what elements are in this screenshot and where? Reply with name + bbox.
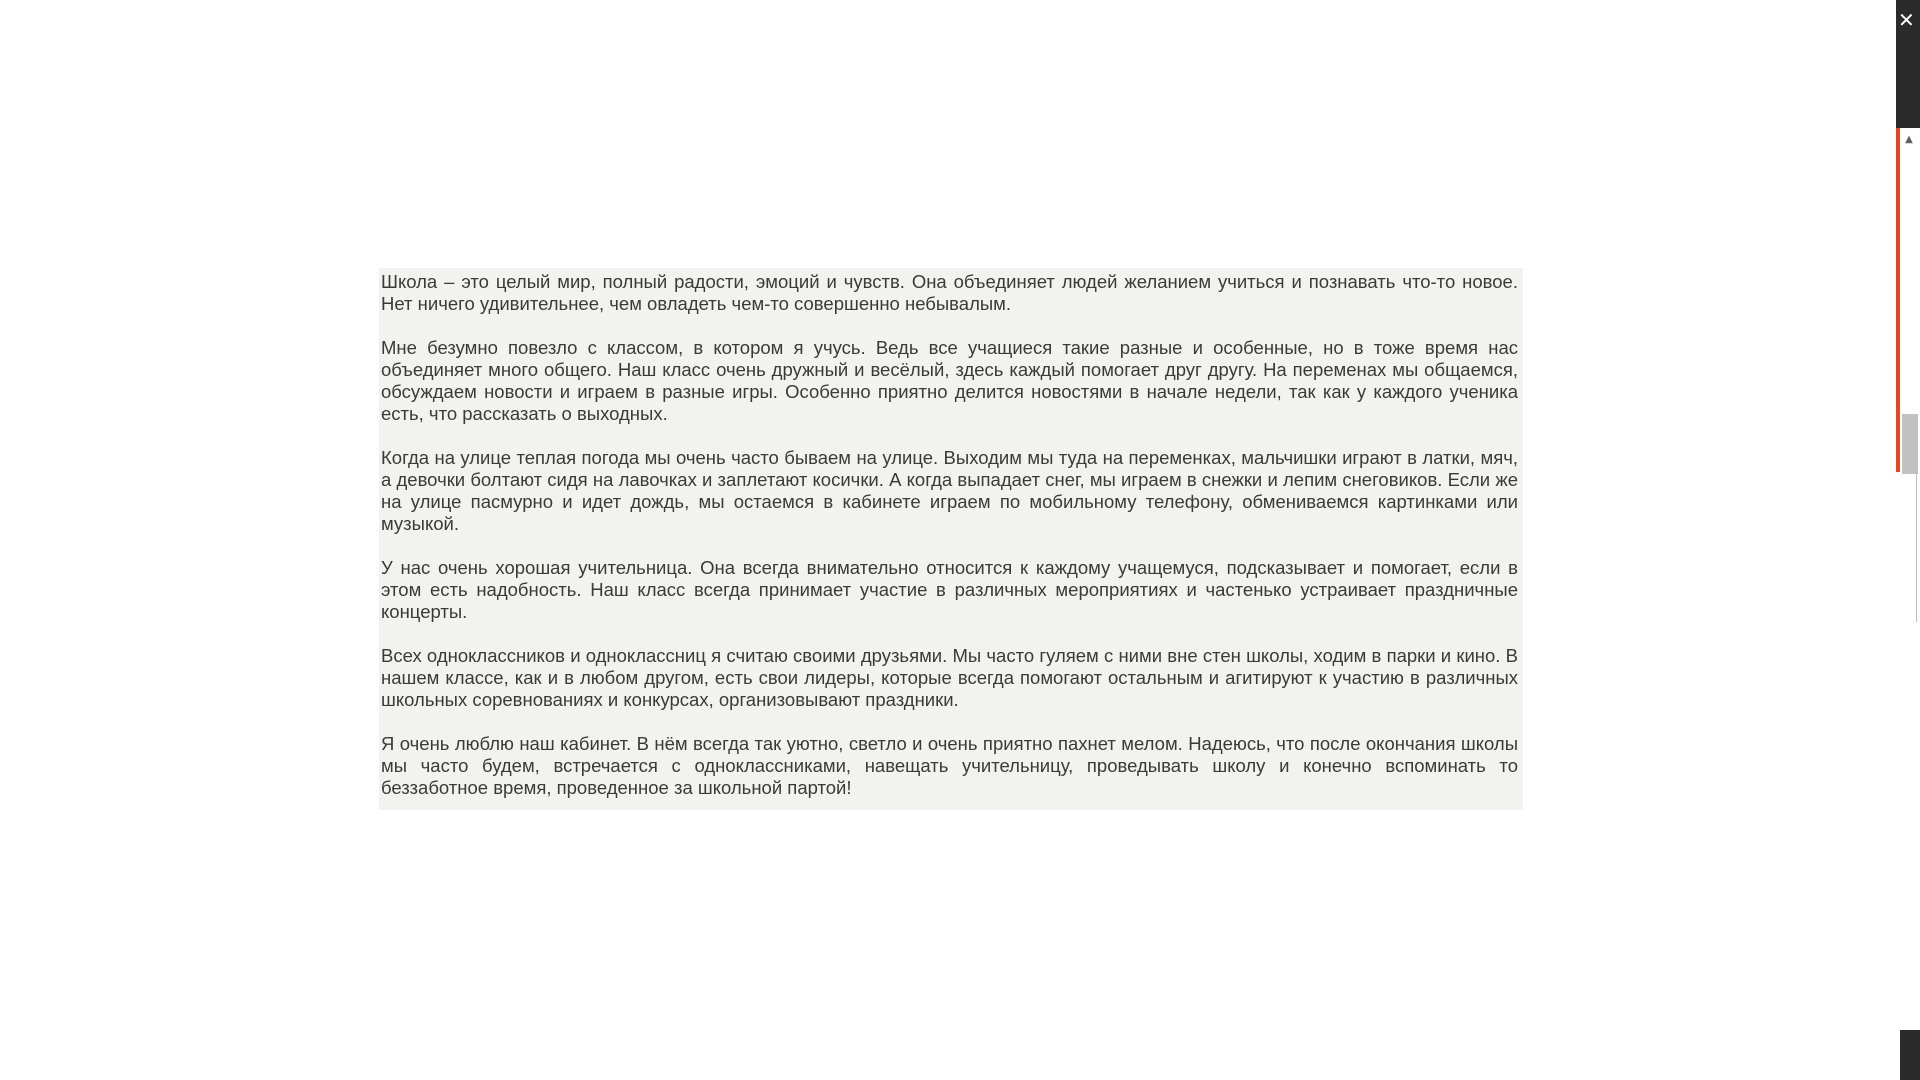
chevron-up-icon[interactable]: ▲ — [1905, 134, 1913, 145]
rail-bottom-panel — [1900, 1030, 1920, 1080]
article-paragraph-2: Мне безумно повезло с классом, в котором я учусь. Ведь все учащиеся такие разные и особенные, но в тоже время нас объединяет много общего. Наш класс очень дружный и весёлый, здесь каждый помогает друг другу. На переменах мы общаемся, обсуждаем новости и играем в разные игры. Особенно приятно делится новостями в начале недели, так как у каждого ученика есть, что рассказать о выходных. — [381, 337, 1518, 424]
rail-top-panel — [1896, 0, 1920, 128]
article-text-block — [379, 268, 1523, 810]
article-paragraph-5: Всех одноклассников и одноклассниц я считаю своими друзьями. Мы часто гуляем с ними вне стен школы, ходим в парки и кино. В нашем классе, как и в любом другом, есть свои лидеры, которые всегда помогают остальным и агитируют к участию в различных школьных соревнованиях и конкурсах, организовывают праздники. — [381, 645, 1518, 710]
scrollbar-divider — [1916, 472, 1917, 622]
close-icon[interactable]: ✕ — [1898, 8, 1915, 32]
rail-accent-bar — [1896, 128, 1900, 472]
right-side-rail — [1896, 0, 1920, 1080]
article-paragraph-4: У нас очень хорошая учительница. Она всегда внимательно относится к каждому учащемуся, подсказывает и помогает, если в этом есть надобность. Наш класс всегда принимает участие в различных мероприятиях и частенько устраивает праздничные концерты. — [381, 557, 1518, 622]
scrollbar-thumb[interactable] — [1902, 414, 1918, 474]
article-paragraph-3: Когда на улице теплая погода мы очень часто бываем на улице. Выходим мы туда на переменках, мальчишки играют в латки, мяч, а девочки болтают сидя на лавочках и заплетают косички. А когда выпадает снег, мы играем в снежки и лепим снеговиков. Если же на улице пасмурно и идет дождь, мы остаемся в кабинете играем по мобильному телефону, обмениваемся картинками или музыкой. — [381, 447, 1518, 534]
article-paragraph-6: Я очень люблю наш кабинет. В нём всегда так уютно, светло и очень приятно пахнет мелом. Надеюсь, что после окончания школы мы часто будем, встречается с одноклассниками, навещать учительницу, проведывать школу и конечно вспоминать то беззаботное время, проведенное за школьной партой! — [381, 733, 1518, 798]
article-paragraph-1: Школа – это целый мир, полный радости, эмоций и чувств. Она объединяет людей желанием учиться и познавать что-то новое. Нет ничего удивительнее, чем овладеть чем-то совершенно небывалым. — [381, 271, 1518, 314]
